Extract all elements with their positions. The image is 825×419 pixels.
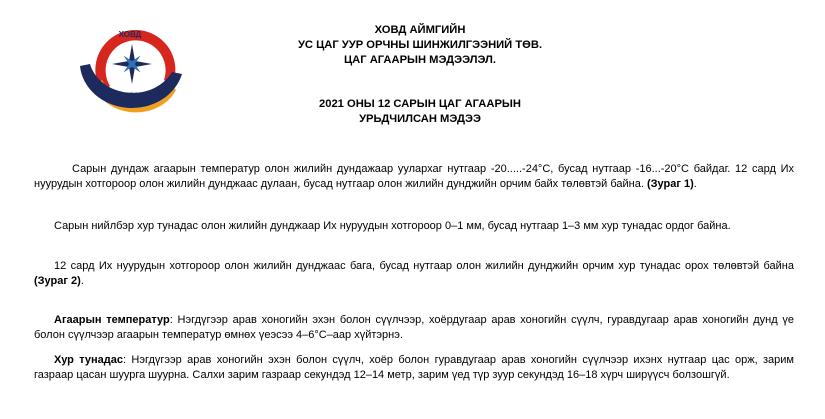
paragraph-3-end: . bbox=[80, 275, 84, 288]
paragraph-temperature-norm bbox=[34, 162, 794, 192]
air-temperature-label: Агаарын температур bbox=[54, 314, 170, 326]
document-header bbox=[250, 23, 590, 68]
paragraph-precipitation bbox=[34, 353, 794, 383]
header-line-2: УС ЦАГ УУР ОРЧНЫ ШИНЖИЛГЭЭНИЙ ТӨВ. bbox=[297, 39, 543, 51]
compass-star-icon bbox=[112, 44, 152, 84]
paragraph-1-end: . bbox=[693, 178, 697, 191]
figure-1-ref: (Зураг 1) bbox=[646, 178, 694, 191]
forecast-title-line-1: 2021 ОНЫ 12 САРЫН ЦАГ АГААРЫН bbox=[319, 98, 521, 110]
paragraph-4-text: : Нэгдүгээр арав хоногийн эхэн болон сүүлчээр, хоёрдугаар арав хоногийн сүүлч, гуравдугаар арав хоногийн дунд үе болон сүүлчээр агаарын температур өмнөх үеэсээ 4–6°С–аар хүйтэрнэ. bbox=[34, 314, 794, 342]
logo-bottom-text: УЦУОШТ bbox=[110, 91, 150, 101]
logo-top-text: ХОВД bbox=[118, 30, 142, 39]
paragraph-precip-norm bbox=[34, 219, 794, 234]
hydromet-logo bbox=[72, 14, 190, 122]
figure-2-ref: (Зураг 2) bbox=[34, 275, 81, 288]
paragraph-2-text: Сарын нийлбэр хур тунадас олон жилийн дунджаар Их нуруудын хотгороор 0–1 мм, бусад нутгаар 1–3 мм хур тунадас ордог байна. bbox=[54, 220, 731, 232]
paragraph-air-temperature bbox=[34, 313, 794, 343]
paragraph-1-text: Сарын дундаж агаарын температур олон жилийн дундажаар уулархаг нутгаар -20.....-24°С, бусад нутгаар -16...-20°С байдаг. 12 сард Их нуурудын хотгороор олон жилийн дунджаас дулаан, бусад нутгаар олон жилийн дунджийн орчим байх төлөвтэй байна. bbox=[34, 163, 794, 191]
precipitation-label: Хур тунадас bbox=[54, 354, 124, 366]
paragraph-3-text: 12 сард Их нуурудын хотгороор олон жилийн дунджаас бага, бусад нутгаар олон жилийн дунджийн орчим хур тунадас орох төлөвтэй байна bbox=[54, 260, 794, 272]
paragraph-5-text: : Нэгдүгээр арав хоногийн эхэн болон сүүлч, хоёр болон гуравдугаар арав хоногийн сүүлчээр ихэнх нутгаар цас орж, зарим газраар цасан шуурга шуурна. Салхи зарим газраар секундэд 12–14 метр, зарим үед түр зуур секундэд 16–18 хүрч ширүүсч болзошгүй. bbox=[34, 354, 794, 382]
header-line-3: ЦАГ АГААРЫН МЭДЭЭЛЭЛ. bbox=[344, 54, 496, 66]
header-line-1: ХОВД АЙМГИЙН bbox=[374, 24, 466, 36]
forecast-title-line-2: УРЬДЧИЛСАН МЭДЭЭ bbox=[359, 113, 481, 125]
paragraph-precip-forecast bbox=[34, 259, 794, 289]
forecast-title bbox=[250, 97, 590, 127]
